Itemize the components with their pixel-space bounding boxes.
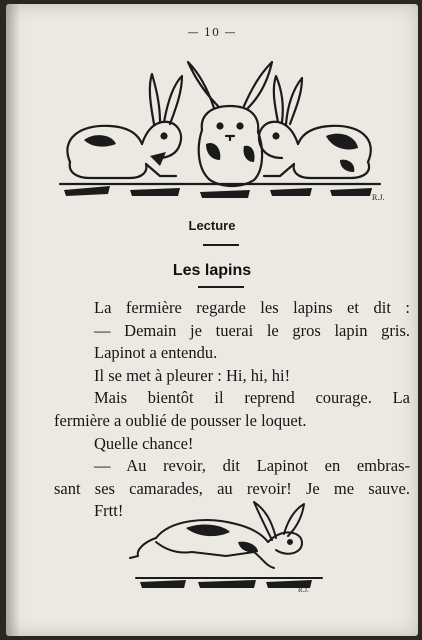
illustration-signature-top: R.J. [372,193,385,202]
running-rabbit-illustration [126,498,326,594]
text-line: — Au revoir, dit Lapinot en embras- [94,456,410,476]
page-binding-shadow [6,4,20,636]
section-divider [203,244,239,246]
three-rabbits-illustration [50,44,390,204]
text-line: sant ses camarades, au revoir! Je me sauve. [54,478,410,498]
text-line: La fermière regarde les lapins et dit : [94,298,410,317]
text-line: fermière a oublié de pousser le loquet. [54,410,307,430]
illustration-signature-bottom: R.J. [298,586,309,594]
section-label: Lecture [188,218,236,233]
text-line: Lapinot a entendu. [94,343,218,363]
title-divider [198,286,244,288]
text-line: Quelle chance! [94,433,194,453]
lesson-text [54,297,410,523]
book-page [6,4,418,636]
text-line: — Demain je tuerai le gros lapin gris. [94,320,410,340]
lesson-title: Les lapins [172,262,252,279]
text-line: Il se met à pleurer : Hi, hi, hi! [94,365,291,385]
text-line: Mais bientôt il reprend courage. La [94,388,410,408]
page-number: — 10 — [187,26,237,39]
text-line: Frtt! [94,501,124,521]
